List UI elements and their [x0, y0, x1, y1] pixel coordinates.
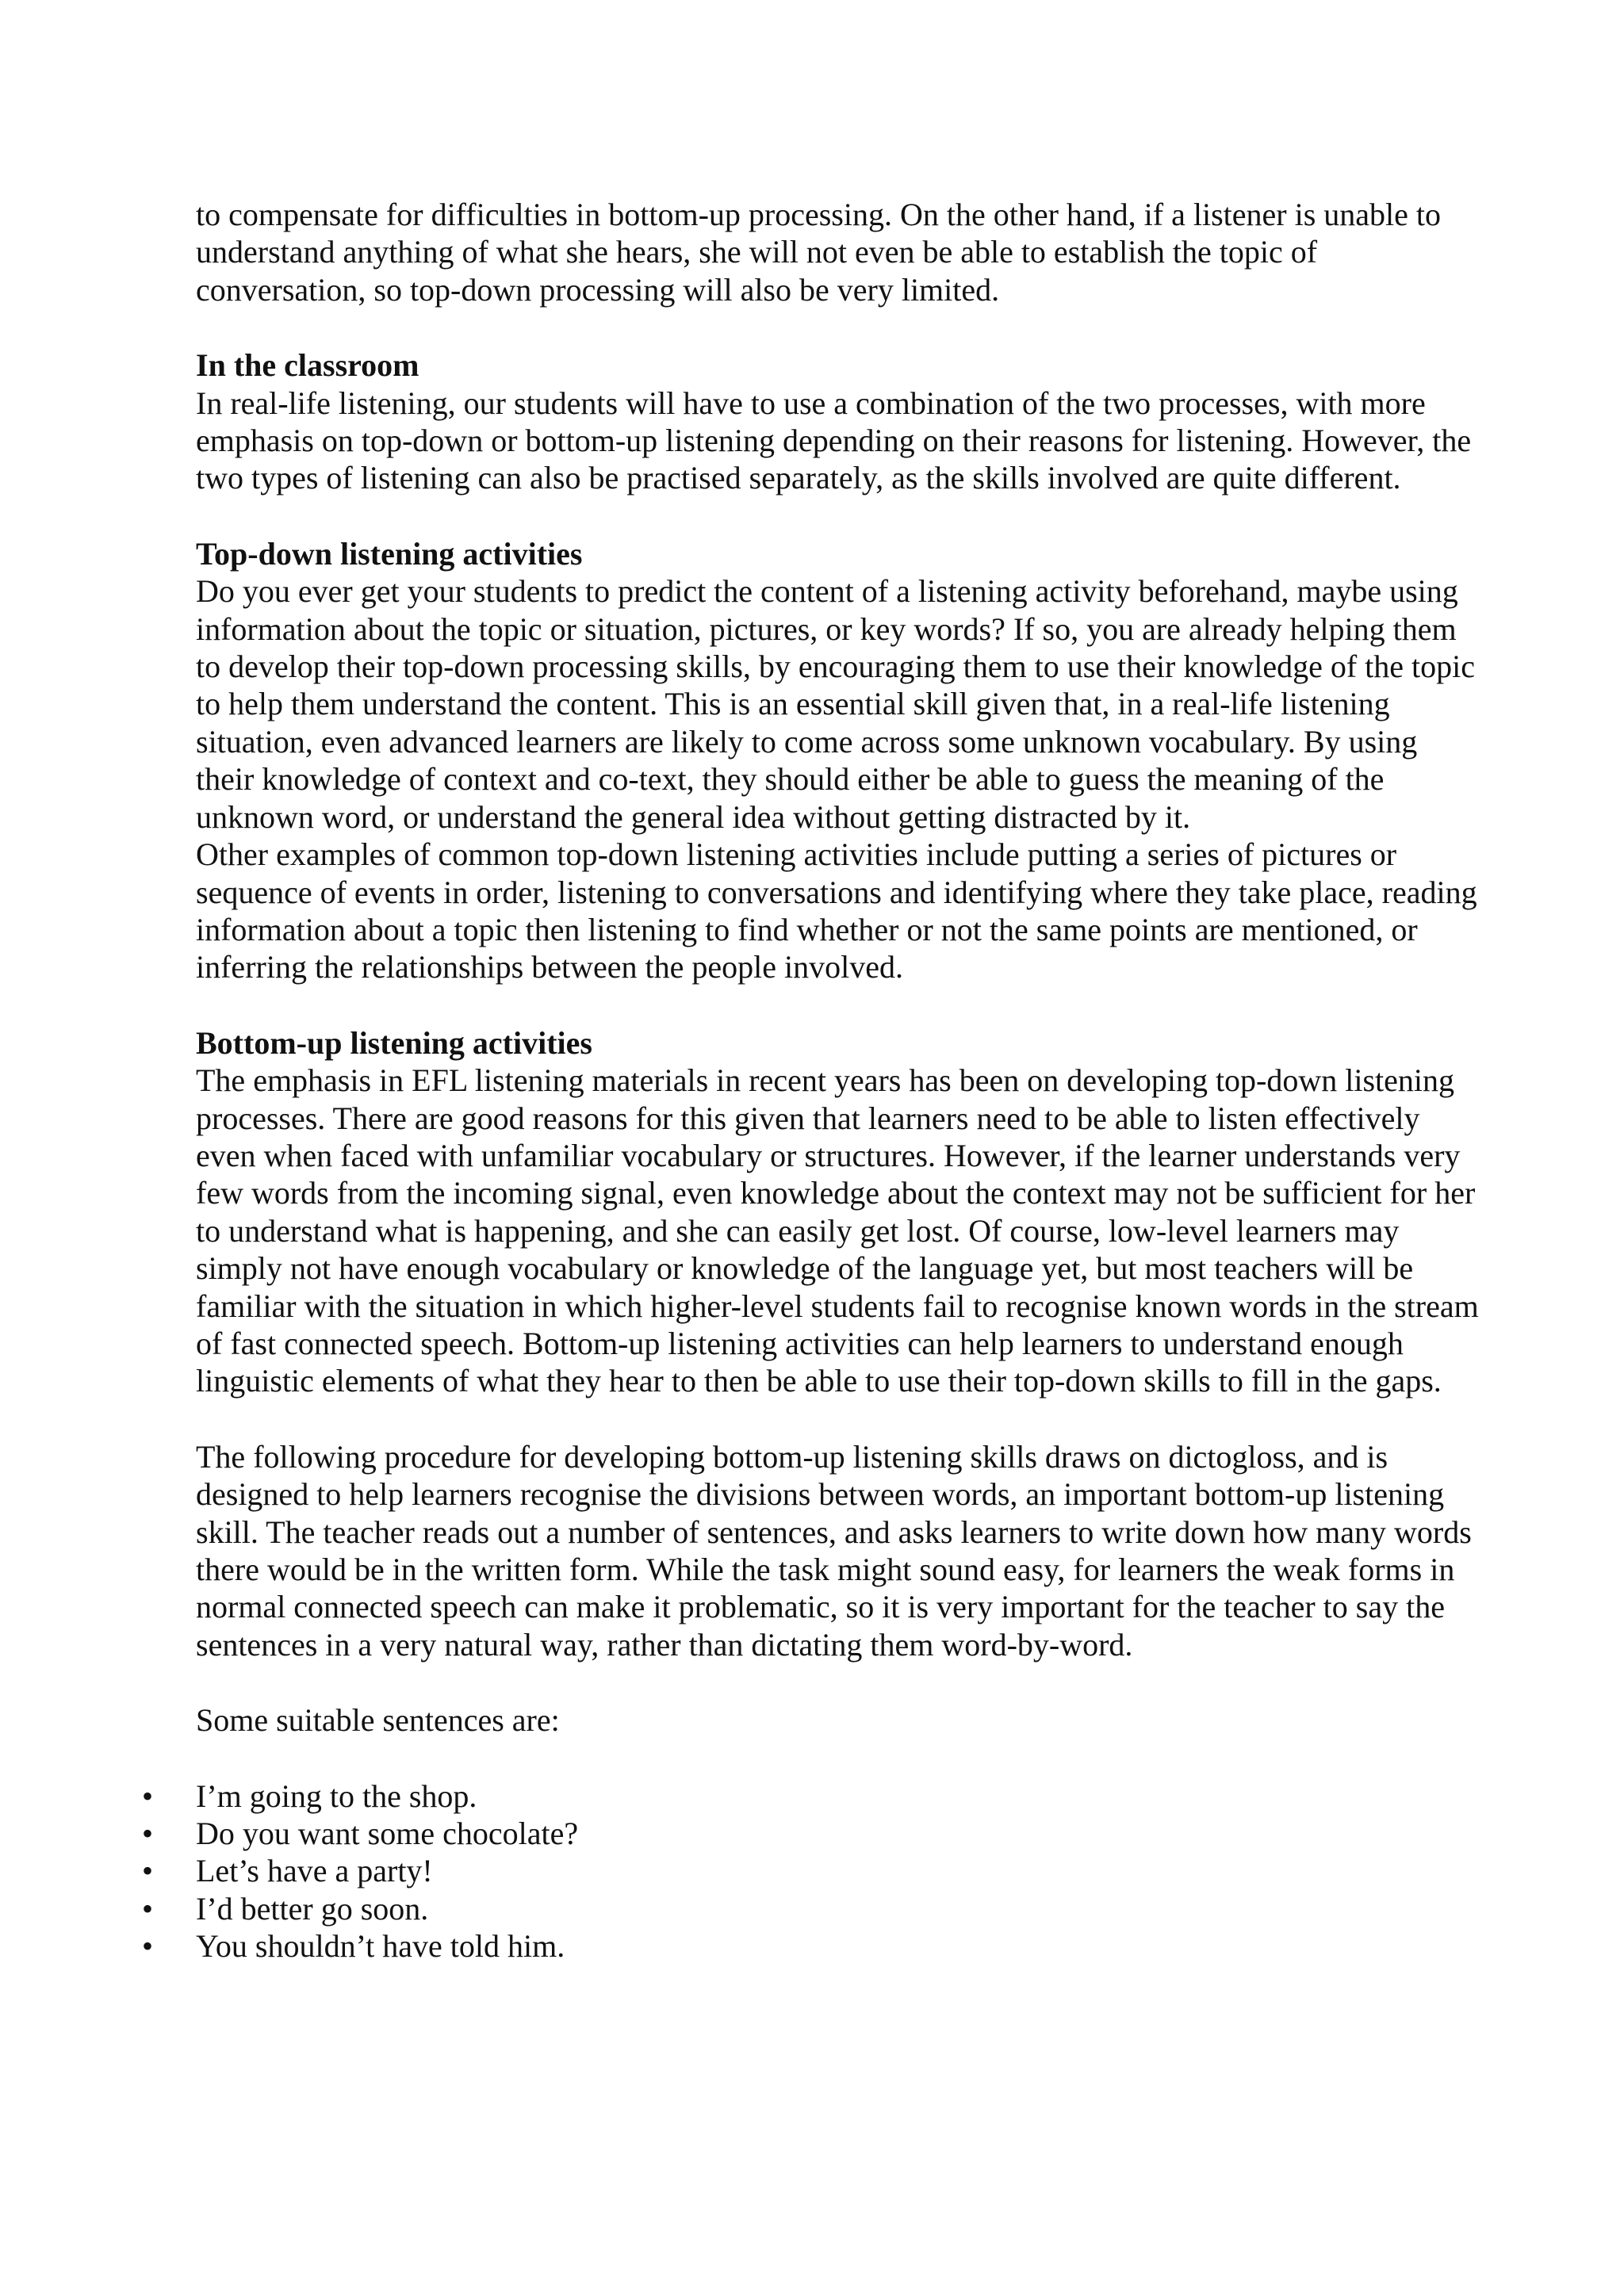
list-item-text: Let’s have a party!	[196, 1853, 433, 1889]
procedure-paragraph: The following procedure for developing bottom-up listening skills draws on dictogloss, and is designed to help learners recognise the divisions between words, an important bottom-up listening skill. The teacher reads out a number of sentences, and asks learners to write down how many words there would be in the written form. While the task might sound easy, for learners the weak forms in normal connected speech can make it problematic, so it is very important for the teacher to say the sentences in a very natural way, rather than dictating them word-by-word.	[196, 1438, 1472, 1663]
list-item	[141, 1927, 1480, 1965]
top-down-paragraph-2: Other examples of common top-down listening activities include putting a series of pictures or sequence of events in order, listening to conversations and identifying where they take place, reading information about a topic then listening to find whether or not the same points are mentioned, or inferring the relationships between the people involved.	[196, 836, 1477, 985]
list-item	[141, 1815, 1480, 1852]
bullet-icon: •	[141, 1853, 153, 1889]
list-item-text: Do you want some chocolate?	[196, 1816, 579, 1852]
bullet-icon: •	[141, 1816, 153, 1852]
sentences-intro: Some suitable sentences are:	[196, 1702, 560, 1739]
sentence-list	[141, 1777, 1480, 1965]
document-body	[141, 196, 1480, 1965]
paragraph-spacer	[196, 1739, 1480, 1777]
paragraph-spacer	[196, 1663, 1480, 1701]
paragraph-spacer	[196, 1400, 1480, 1438]
bullet-icon: •	[141, 1890, 153, 1927]
list-item	[141, 1852, 1480, 1889]
top-down-paragraph-1: Do you ever get your students to predict the content of a listening activity beforehand, maybe using information about the topic or situation, pictures, or key words? If so, you are already helping them to develop their top-down processing skills, by encouraging them to use their knowledge of the topic to help them understand the content. This is an essential skill given that, in a real-life listening situation, even advanced learners are likely to come across some unknown vocabulary. By using their knowledge of context and co-text, they should either be able to guess the meaning of the unknown word, or understand the general idea without getting distracted by it.	[196, 573, 1475, 835]
section-heading-classroom: In the classroom	[196, 347, 419, 384]
bullet-icon: •	[141, 1928, 153, 1965]
list-item	[141, 1777, 1480, 1815]
intro-paragraph: to compensate for difficulties in bottom-up processing. On the other hand, if a listener is unable to understand anything of what she hears, she will not even be able to establish the topic of conversation, so top-down processing will also be very limited.	[196, 197, 1441, 308]
paragraph-spacer	[196, 986, 1480, 1024]
paragraph-spacer	[196, 497, 1480, 535]
classroom-paragraph: In real-life listening, our students will have to use a combination of the two processes, with more emphasis on top-down or bottom-up listening depending on their reasons for listening. However, the two types of listening can also be practised separately, as the skills involved are quite different.	[196, 385, 1472, 496]
list-item	[141, 1890, 1480, 1927]
list-item-text: You shouldn’t have told him.	[196, 1928, 565, 1965]
list-item-text: I’m going to the shop.	[196, 1777, 477, 1814]
bullet-icon: •	[141, 1777, 153, 1814]
section-heading-top-down: Top-down listening activities	[196, 535, 583, 572]
section-heading-bottom-up: Bottom-up listening activities	[196, 1024, 592, 1061]
paragraph-spacer	[196, 308, 1480, 346]
bottom-up-paragraph: The emphasis in EFL listening materials in recent years has been on developing top-down listening processes. There are good reasons for this given that learners need to be able to listen effectively even when faced with unfamiliar vocabulary or structures. However, if the learner understands very few words from the incoming signal, even knowledge about the context may not be sufficient for her to understand what is happening, and she can easily get lost. Of course, low-level learners may simply not have enough vocabulary or knowledge of the language yet, but most teachers will be familiar with the situation in which higher-level students fail to recognise known words in the stream of fast connected speech. Bottom-up listening activities can help learners to understand enough linguistic elements of what they hear to then be able to use their top-down skills to fill in the gaps.	[196, 1062, 1479, 1399]
list-item-text: I’d better go soon.	[196, 1890, 429, 1927]
